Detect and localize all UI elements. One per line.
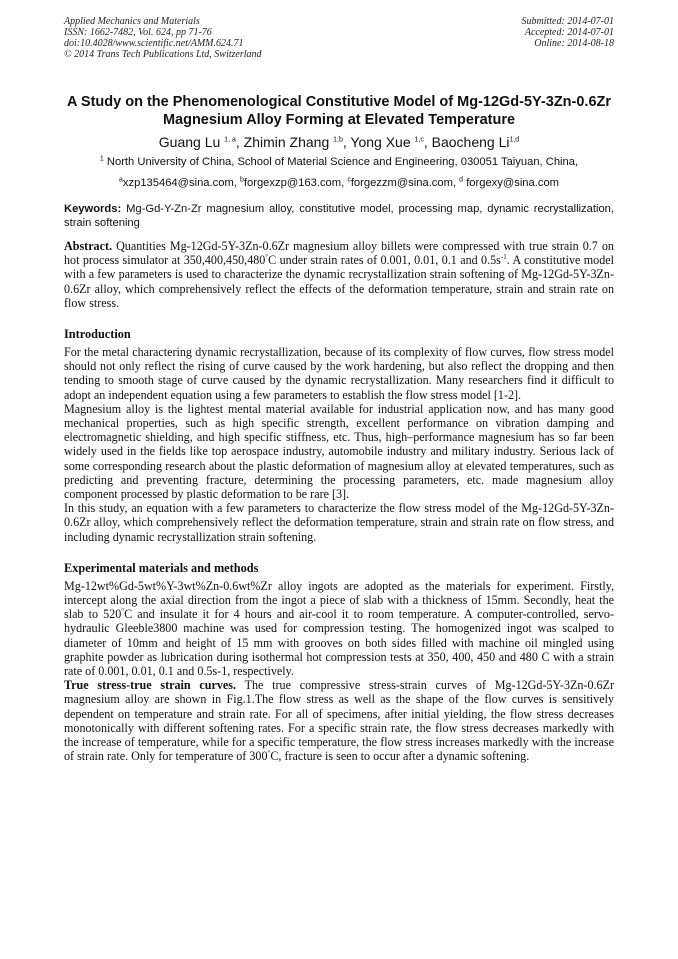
accepted-date: Accepted: 2014-07-01 — [524, 27, 614, 38]
keywords-label: Keywords: — [64, 203, 122, 215]
email-mark: c — [347, 176, 351, 184]
author-affil-mark: 1,c — [414, 136, 424, 144]
keywords-text: Mg-Gd-Y-Zn-Zr magnesium alloy, constitutive model, processing map, dynamic recrystallization, strain softening — [64, 203, 615, 229]
intro-paragraph: In this study, an equation with a few parameters to characterize the flow stress model of the Mg-12Gd-5Y-3Zn-0.6Zr alloy, which comprehensively reflect the deformation temperature, strain and strain rate on flow stress, and including dynamic recrystallization strain softening. — [64, 501, 614, 544]
email-address: forgexy@sina.com — [466, 177, 559, 189]
abstract-label: Abstract. — [64, 239, 113, 253]
journal-doi: doi:10.4028/www.scientific.net/AMM.624.71 — [64, 38, 244, 49]
author-name: Baocheng Li — [431, 134, 510, 150]
author-name: Zhimin Zhang — [243, 134, 330, 150]
degree-mark: ° — [121, 607, 125, 616]
methods-paragraph — [64, 579, 614, 678]
exponent-mark: -1 — [500, 253, 507, 262]
degree-mark: ° — [265, 253, 269, 262]
email-mark: a — [119, 176, 123, 184]
affiliation-mark: 1 — [99, 155, 104, 163]
email-mark: b — [240, 176, 244, 184]
section-heading-introduction: Introduction — [64, 327, 131, 342]
journal-name: Applied Mechanics and Materials — [64, 16, 200, 27]
subsection-label: True stress-true strain curves. — [64, 678, 237, 693]
paper-title: A Study on the Phenomenological Constitutive Model of Mg-12Gd-5Y-3Zn-0.6Zr Magnesium Alloy Forming at Elevated Temperature — [66, 94, 612, 128]
author-affil-mark: 1,b — [333, 136, 343, 144]
email-mark: d — [459, 176, 464, 184]
methods-paragraph — [64, 678, 614, 763]
keywords — [64, 203, 614, 230]
author-affil-mark: 1,d — [509, 136, 520, 144]
online-date: Online: 2014-08-18 — [534, 38, 614, 49]
paper-page — [64, 16, 614, 764]
journal-info — [64, 16, 262, 60]
email-address: forgexzp@163.com, — [243, 177, 345, 189]
methods-text: C and insulate it for 4 hours and air-cool it to room temperature. A computer-controlled, servo-hydraulic Gleeble3800 machine was used for compression testing. The homogenized ingot was scalped to diameter of 10mm and height of 15 mm with grooves on both sides filled with machine oil mingled using graphite powder as lubrication during isothermal hot compression tests at 350, 400, 450 and 480 C with a strain rate of 0.001, 0.01, 0.1 and 0.5s-1, respectively. — [64, 607, 615, 679]
submission-dates — [522, 16, 615, 60]
author-list: Guang Lu $^{1, a}$, Zhimin Zhang $^{1,b}$, Yong Xue $^{1,c}$, Baocheng Li$^{1,d}$ — [158, 134, 520, 150]
journal-issn: ISSN: 1662-7482, Vol. 624, pp 71-76 — [64, 27, 212, 38]
abstract-text: . A constitutive model with a few parameters is used to characterize the dynamic recrystallization strain softening of Mg-12Gd-5Y-3Zn-0.6Zr alloy, which comprehensively reflect the effects of the deformation temperature, strain and strain rate on flow stress. — [64, 253, 614, 310]
abstract-text: C under strain rates of 0.001, 0.01, 0.1 and 0.5s — [268, 253, 501, 268]
email-address: xzp135464@sina.com, — [122, 177, 237, 189]
submitted-date: Submitted: 2014-07-01 — [521, 16, 614, 27]
journal-copyright: © 2014 Trans Tech Publications Ltd, Switzerland — [64, 49, 262, 60]
journal-header — [64, 16, 614, 60]
methods-text: C, fracture is seen to occur after a dynamic softening. — [270, 749, 530, 764]
methods-text: The true compressive stress-strain curves of Mg-12Gd-5Y-3Zn-0.6Zr magnesium alloy are shown in Fig.1.The flow stress as well as the shape of the flow curves is sensitively dependent on temperature and strain rate. For all of specimens, after initial yielding, the flow stress decreases monotonically with different softening rates. For a specific strain rate, the flow stress decreases markedly with the increase of temperature, while for a specific temperature, the flow stress increases markedly with the increase of strain rate. Only for temperature of 300 — [64, 678, 614, 764]
degree-mark: ° — [267, 749, 271, 758]
affiliation-text: North University of China, School of Material Science and Engineering, 030051 Taiyuan, China, — [106, 156, 579, 168]
author-name: Guang Lu — [158, 134, 221, 150]
author-name: Yong Xue — [350, 134, 411, 150]
author-affil-mark: 1, a — [224, 136, 236, 144]
abstract-text: Quantities Mg-12Gd-5Y-3Zn-0.6Zr magnesium alloy billets were compressed with true strain 0.7 on hot process simulator at 350,400,450,480 — [64, 239, 614, 268]
abstract — [64, 239, 614, 310]
methods-text: Mg-12wt%Gd-5wt%Y-3wt%Zn-0.6wt%Zr alloy ingots are adopted as the materials for experiment. Firstly, intercept along the axial direction from the ingot a piece of slab with a thickness of 15mm. Secondly, heat the slab to 520 — [64, 578, 614, 622]
intro-paragraph: Magnesium alloy is the lightest mental material available for industrial application now, and has many good mechanical properties, such as high specific strength, excellent performance on vibration damping and electromagnetic shielding, and high specific stiffness, etc. Thus, high–performance magnesium has so far been widely used in the fields like top aerospace industry, automobile industry and military industry. Serious lack of some corresponding research about the plastic deformation of magnesium alloy at elevated temperatures, such as predicting and preventing fracture, determining the processing parameters, etc. made magnesium alloy component processed by plastic deformation to be rare [3]. — [64, 401, 614, 502]
email-address: forgezzm@sina.com, — [350, 177, 457, 189]
affiliation — [64, 155, 614, 170]
intro-paragraph: For the metal charactering dynamic recrystallization, because of its complexity of flow curves, flow stress model should not only reflect the rising of curve caused by the work hardening, but also reflect the dropping and then tending to smooth stage of curve caused by the dynamic recrystallization. Many researchers find it difficult to adopt an independent equation using a few parameters to establish the flow stress model [1-2]. — [64, 345, 614, 402]
section-heading-methods: Experimental materials and methods — [64, 560, 259, 575]
author-emails — [64, 176, 614, 191]
